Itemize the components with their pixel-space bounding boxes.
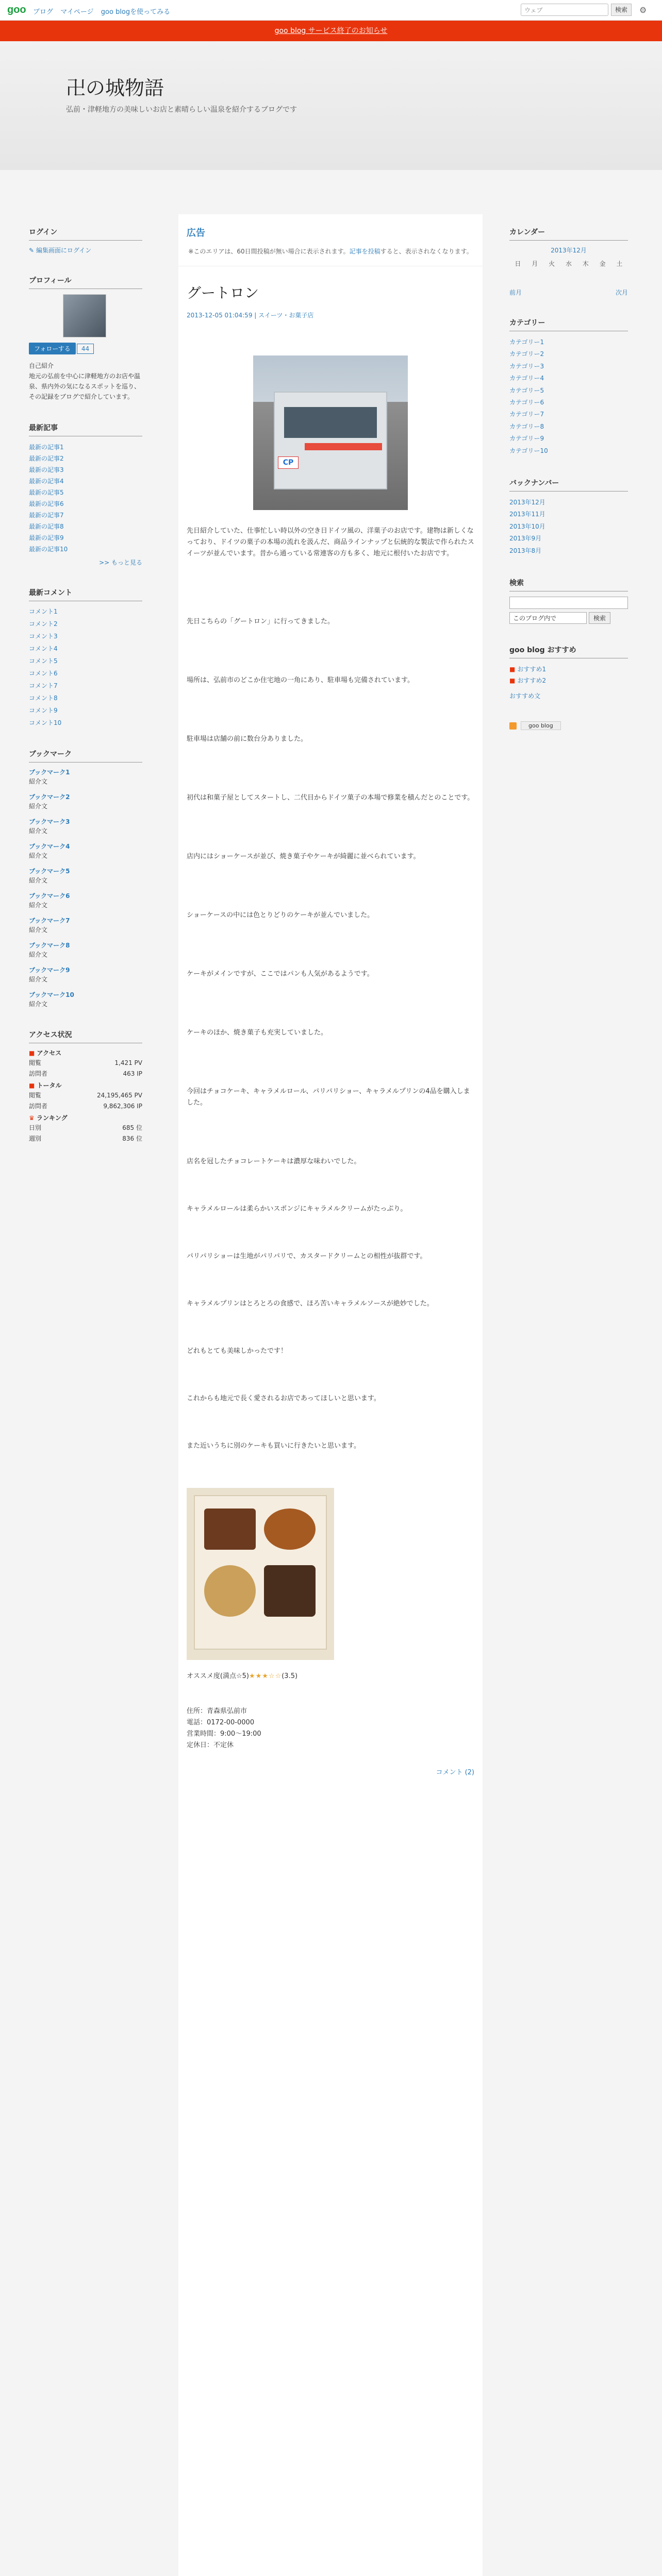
- bookmark-item: [29, 916, 142, 935]
- calendar-weekday: 木: [582, 260, 589, 267]
- categories-block: [509, 317, 628, 457]
- bookmark-link[interactable]: ブックマーク2: [29, 793, 70, 801]
- post-paragraph: これからも地元で長く愛されるお店であってほしいと思います。: [187, 1395, 380, 1402]
- goo-logo[interactable]: goo: [7, 4, 26, 15]
- follower-count[interactable]: 44: [77, 344, 94, 354]
- rating-label: オススメ度(満点☆5): [187, 1672, 249, 1680]
- calendar-next-link[interactable]: 次月: [615, 289, 628, 296]
- backnumber-link[interactable]: 2013年12月: [509, 499, 545, 506]
- search-scope-select[interactable]: このブログ内で: [509, 612, 587, 624]
- photo-awning: [305, 443, 382, 450]
- recent-post-link[interactable]: 最新の記事10: [29, 546, 68, 553]
- calendar-day: [526, 282, 543, 285]
- nav-mypage[interactable]: マイページ: [60, 8, 94, 16]
- left-sidebar: [29, 227, 142, 1164]
- calendar-week: [509, 282, 628, 285]
- ranking-subheading: [29, 1113, 142, 1122]
- category-link[interactable]: カテゴリー1: [509, 338, 544, 346]
- categories-heading: カテゴリー: [509, 317, 628, 331]
- goo-recommend-text[interactable]: おすすめ文: [509, 692, 541, 700]
- category-link[interactable]: カテゴリー6: [509, 399, 544, 406]
- comment-count-link[interactable]: コメント (2): [436, 1769, 474, 1776]
- blog-search-button[interactable]: 検索: [589, 612, 610, 624]
- shop-holiday: 定休日：不定休: [187, 1741, 234, 1749]
- backnumber-heading: バックナンバー: [509, 478, 628, 492]
- bookmark-desc: 紹介文: [29, 926, 48, 934]
- stat-label: 訪問者: [29, 1103, 48, 1110]
- category-link[interactable]: カテゴリー5: [509, 386, 544, 394]
- recent-comments-block: [29, 587, 142, 728]
- post-paragraph: 店内にはショーケースが並び、焼き菓子やケーキが綺麗に並べられています。: [187, 853, 420, 860]
- bookmark-desc: 紹介文: [29, 877, 48, 884]
- stat-value: 685 位: [122, 1124, 142, 1131]
- profile-label: 自己紹介: [29, 362, 54, 369]
- goo-recommend-item[interactable]: [509, 664, 628, 675]
- rss-row: [509, 721, 628, 730]
- blog-description: 弘前・津軽地方の美味しいお店と素晴らしい温泉を紹介するブログです: [66, 106, 297, 114]
- total-table: [29, 1090, 142, 1111]
- recent-post-link[interactable]: 最新の記事9: [29, 534, 64, 541]
- calendar-day: [594, 282, 611, 285]
- login-link-label: 編集画面にログイン: [36, 247, 92, 254]
- ad-note-text: すると、表示されなくなります。: [380, 248, 473, 255]
- follow-button[interactable]: フォローする: [29, 343, 76, 354]
- goo-recommend-item[interactable]: [509, 675, 628, 686]
- recent-post-link[interactable]: 最新の記事1: [29, 444, 64, 451]
- post-paragraph: 先日こちらの「グートロン」に行ってきました。: [187, 618, 335, 625]
- backnumber-link[interactable]: 2013年8月: [509, 547, 542, 554]
- calendar-day: [509, 282, 526, 285]
- gear-icon[interactable]: ⚙: [639, 5, 647, 15]
- calendar-weekday: 土: [616, 260, 623, 267]
- ad-note-text: ※このエリアは、60日間投稿が無い場合に表示されます。: [188, 248, 350, 255]
- category-link[interactable]: カテゴリー7: [509, 411, 544, 418]
- post-paragraph: 先日紹介していた、仕事忙しい時以外の空き日ドイツ風の、洋菓子のお店です。建物は新しくなっており、ドイツの菓子の本場の流れを汲んだ、商品ラインナップと伝統的な製法で作られたスイーツが並んでいます。昔から通っている常連客の方も多く、地元に根付いたお店です。: [187, 527, 474, 557]
- crown-icon: ♛: [29, 1114, 37, 1122]
- photo-cake: [264, 1565, 316, 1617]
- category-link[interactable]: カテゴリー4: [509, 375, 544, 382]
- bookmark-item: [29, 941, 142, 959]
- categories-list: [509, 336, 628, 457]
- bookmark-link[interactable]: ブックマーク10: [29, 991, 74, 998]
- shop-exterior-photo[interactable]: [253, 355, 408, 510]
- profile-avatar[interactable]: [63, 294, 106, 337]
- recent-comment-link[interactable]: コメント9: [29, 707, 58, 714]
- login-block: [29, 227, 142, 255]
- service-notice-link[interactable]: goo blog サービス終了のお知らせ: [274, 27, 388, 35]
- recent-comments-heading: 最新コメント: [29, 587, 142, 601]
- stat-value: 9,862,306 IP: [103, 1102, 142, 1110]
- stat-label: 閲覧: [29, 1092, 42, 1099]
- photo-cake: [264, 1509, 316, 1550]
- bullet-icon: ■: [29, 1082, 37, 1089]
- calendar-weekday: 日: [515, 260, 521, 267]
- recent-post-link[interactable]: 最新の記事2: [29, 455, 64, 462]
- bookmark-link[interactable]: ブックマーク7: [29, 917, 70, 924]
- bookmark-item: [29, 792, 142, 811]
- category-link[interactable]: カテゴリー10: [509, 447, 548, 454]
- bookmark-desc: 紹介文: [29, 902, 48, 909]
- calendar-prev-link[interactable]: 前月: [509, 289, 522, 296]
- profile-description: 地元の弘前を中心に津軽地方のお店や温泉、県内外の気になるスポットを巡り、その記録をブログで紹介しています。: [29, 372, 141, 400]
- recent-comment-link[interactable]: コメント6: [29, 670, 58, 677]
- search-heading: 検索: [509, 578, 628, 591]
- recent-comment-link[interactable]: コメント2: [29, 620, 58, 628]
- ranking-table: [29, 1122, 142, 1144]
- post-paragraph: 駐車場は店舗の前に数台分ありました。: [187, 735, 308, 743]
- service-notice-bar: [0, 21, 662, 41]
- bookmark-link[interactable]: ブックマーク9: [29, 967, 70, 974]
- recent-post-link[interactable]: 最新の記事4: [29, 478, 64, 485]
- recent-comment-link[interactable]: コメント5: [29, 657, 58, 665]
- access-block: [29, 1029, 142, 1144]
- post-paragraph: キャラメルロールは柔らかいスポンジにキャラメルクリームがたっぷり。: [187, 1205, 407, 1213]
- backnumber-link[interactable]: 2013年11月: [509, 511, 545, 518]
- calendar-day: [577, 282, 594, 285]
- ad-label: 広告: [187, 228, 205, 239]
- sweets-photo[interactable]: [187, 1488, 334, 1660]
- photo-window: [284, 407, 377, 438]
- bookmark-item: [29, 842, 142, 860]
- recent-post-link[interactable]: 最新の記事5: [29, 489, 64, 496]
- search-block: [509, 578, 628, 624]
- post-title[interactable]: グートロン: [187, 284, 259, 301]
- square-icon: ■: [509, 666, 516, 673]
- stat-value: 836 位: [122, 1135, 142, 1142]
- nav-blog[interactable]: ブログ: [33, 8, 54, 16]
- blog-header: [0, 41, 662, 170]
- profile-block: [29, 275, 142, 402]
- recent-post-link[interactable]: 最新の記事8: [29, 523, 64, 530]
- login-heading: ログイン: [29, 227, 142, 241]
- access-subheading-label: アクセス: [37, 1049, 62, 1057]
- backnumber-link[interactable]: 2013年9月: [509, 535, 542, 543]
- backnumber-block: [509, 478, 628, 557]
- access-heading: アクセス状況: [29, 1029, 142, 1043]
- bookmark-desc: 紹介文: [29, 778, 48, 785]
- recent-comment-link[interactable]: コメント4: [29, 645, 58, 652]
- stat-label: 日別: [29, 1124, 42, 1131]
- global-search-input[interactable]: ウェブ: [521, 4, 608, 16]
- calendar-month[interactable]: 2013年12月: [551, 247, 587, 254]
- post-paragraph: 店名を冠したチョコレートケーキは濃厚な味わいでした。: [187, 1158, 361, 1165]
- stat-label: 閲覧: [29, 1059, 42, 1066]
- backnumber-list: [509, 497, 628, 557]
- category-link[interactable]: カテゴリー3: [509, 362, 544, 370]
- ranking-subheading-label: ランキング: [36, 1114, 68, 1122]
- recent-posts-list: [29, 442, 142, 555]
- blog-search-input[interactable]: [509, 597, 628, 609]
- recent-comment-link[interactable]: コメント1: [29, 608, 58, 615]
- blog-title[interactable]: 卍の城物語: [66, 78, 164, 99]
- shop-info: [187, 1706, 483, 1751]
- access-table: [29, 1057, 142, 1079]
- calendar-day: [560, 282, 577, 285]
- calendar-weekday: 月: [532, 260, 538, 267]
- recent-post-link[interactable]: 最新の記事3: [29, 466, 64, 473]
- goo-recommend-block: [509, 645, 628, 730]
- bookmark-link[interactable]: ブックマーク6: [29, 892, 70, 900]
- main-content: [178, 214, 483, 2576]
- recent-posts-block: [29, 422, 142, 567]
- bookmarks-heading: ブックマーク: [29, 749, 142, 762]
- post-paragraph: 初代は和菓子屋としてスタートし、二代目からドイツ菓子の本場で修業を積んだとのことです。: [187, 794, 474, 802]
- recent-posts-more-link[interactable]: >> もっと見る: [99, 559, 142, 566]
- bullet-icon: ■: [29, 1049, 37, 1057]
- shop-phone: 電話：0172-00-0000: [187, 1719, 255, 1726]
- post-article-link[interactable]: 記事を投稿: [349, 248, 380, 255]
- goo-recommend-label: おすすめ2: [517, 677, 547, 685]
- post-paragraph: ショーケースの中には色とりどりのケーキが並んでいました。: [187, 911, 374, 919]
- global-header: [0, 0, 662, 21]
- photo-building: [274, 392, 387, 489]
- bookmark-desc: 紹介文: [29, 976, 48, 983]
- bookmark-desc: 紹介文: [29, 803, 48, 810]
- shop-hours: 営業時間：9:00～19:00: [187, 1730, 261, 1738]
- profile-heading: プロフィール: [29, 275, 142, 289]
- goo-blog-badge[interactable]: goo blog: [521, 721, 561, 730]
- calendar-day: [543, 282, 560, 285]
- photo-cake: [204, 1565, 256, 1617]
- square-icon: ■: [509, 677, 516, 685]
- nav-start[interactable]: goo blogを使ってみる: [101, 8, 171, 16]
- bookmark-item: [29, 817, 142, 836]
- post-paragraph: ケーキのほか、焼き菓子も充実していました。: [187, 1029, 328, 1037]
- star-rating-icon: ★★★☆☆: [249, 1672, 282, 1680]
- post-paragraph: ケーキがメインですが、ここではパンも人気があるようです。: [187, 970, 374, 978]
- bookmark-desc: 紹介文: [29, 852, 48, 859]
- backnumber-link[interactable]: 2013年10月: [509, 522, 545, 530]
- post-paragraph: 場所は、弘前市のどこか住宅地の一角にあり、駐車場も完備されています。: [187, 676, 414, 684]
- rss-icon[interactable]: [509, 722, 517, 730]
- stat-label: 訪問者: [29, 1070, 48, 1077]
- bookmark-desc: 紹介文: [29, 827, 48, 835]
- photo-cake: [204, 1509, 256, 1550]
- calendar-heading: カレンダー: [509, 227, 628, 241]
- right-sidebar: [509, 227, 628, 751]
- bookmark-link[interactable]: ブックマーク1: [29, 769, 70, 776]
- bookmark-item: [29, 990, 142, 1009]
- login-link[interactable]: [29, 246, 142, 255]
- bookmarks-block: [29, 749, 142, 1009]
- bookmark-item: [29, 867, 142, 885]
- post-paragraph: 今回はチョコケーキ、キャラメルロール、パリパリショー、キャラメルプリンの4品を購入しました。: [187, 1088, 470, 1107]
- calendar-weekday: 火: [549, 260, 555, 267]
- total-subheading: [29, 1081, 142, 1090]
- bookmark-item: [29, 965, 142, 984]
- goo-recommend-label: おすすめ1: [517, 666, 547, 673]
- calendar-nav: [509, 288, 628, 297]
- goo-recommend-list: [509, 664, 628, 686]
- access-subheading: [29, 1048, 142, 1057]
- calendar-day: [611, 282, 628, 285]
- bookmark-desc: 紹介文: [29, 1001, 48, 1008]
- bookmark-link[interactable]: ブックマーク8: [29, 942, 70, 949]
- calendar-table: [509, 258, 628, 285]
- global-nav: [33, 6, 175, 16]
- post-paragraph: また近いうちに別のケーキも買いに行きたいと思います。: [187, 1442, 360, 1450]
- bookmark-link[interactable]: ブックマーク3: [29, 818, 70, 825]
- bookmark-link[interactable]: ブックマーク5: [29, 868, 70, 875]
- stat-value: 1,421 PV: [114, 1059, 142, 1066]
- recent-comment-link[interactable]: コメント7: [29, 682, 58, 689]
- category-link[interactable]: カテゴリー2: [509, 350, 544, 358]
- global-search-button[interactable]: 検索: [611, 4, 632, 16]
- recent-post-link[interactable]: 最新の記事6: [29, 500, 64, 507]
- pencil-icon: ✎: [29, 247, 36, 254]
- total-subheading-label: トータル: [37, 1082, 62, 1089]
- recommend-rating: [187, 1670, 483, 1680]
- bookmark-desc: 紹介文: [29, 951, 48, 958]
- calendar-weekday: 金: [599, 260, 606, 267]
- post-paragraph: どれもとても美味しかったです！: [187, 1347, 288, 1355]
- recent-comment-link[interactable]: コメント8: [29, 694, 58, 702]
- recent-posts-heading: 最新記事: [29, 422, 142, 436]
- recent-post-link[interactable]: 最新の記事7: [29, 512, 64, 519]
- ad-note: [178, 239, 483, 266]
- goo-recommend-heading: goo blog おすすめ: [509, 645, 628, 658]
- photo-sign: CP: [278, 456, 299, 469]
- bookmark-item: [29, 768, 142, 786]
- post-paragraph: パリパリショーは生地がパリパリで、カスタードクリームとの相性が抜群です。: [187, 1252, 427, 1260]
- rating-score: (3.5): [282, 1672, 298, 1680]
- calendar-weekday: 水: [565, 260, 572, 267]
- recent-comment-link[interactable]: コメント3: [29, 633, 58, 640]
- bookmark-item: [29, 891, 142, 910]
- category-link[interactable]: カテゴリー9: [509, 435, 544, 443]
- post-paragraph: キャラメルプリンはとろとろの食感で、ほろ苦いキャラメルソースが絶妙でした。: [187, 1300, 434, 1308]
- stat-label: 週別: [29, 1135, 42, 1142]
- stat-value: 24,195,465 PV: [97, 1091, 142, 1099]
- calendar-block: [509, 227, 628, 297]
- shop-address: 住所：青森県弘前市: [187, 1707, 247, 1715]
- stat-value: 463 IP: [123, 1070, 142, 1077]
- post-meta[interactable]: 2013-12-05 01:04:59 | スイーツ・お菓子店: [187, 312, 314, 319]
- category-link[interactable]: カテゴリー8: [509, 422, 544, 430]
- bookmark-link[interactable]: ブックマーク4: [29, 843, 70, 850]
- recent-comment-link[interactable]: コメント10: [29, 719, 62, 726]
- profile-text: [29, 361, 142, 402]
